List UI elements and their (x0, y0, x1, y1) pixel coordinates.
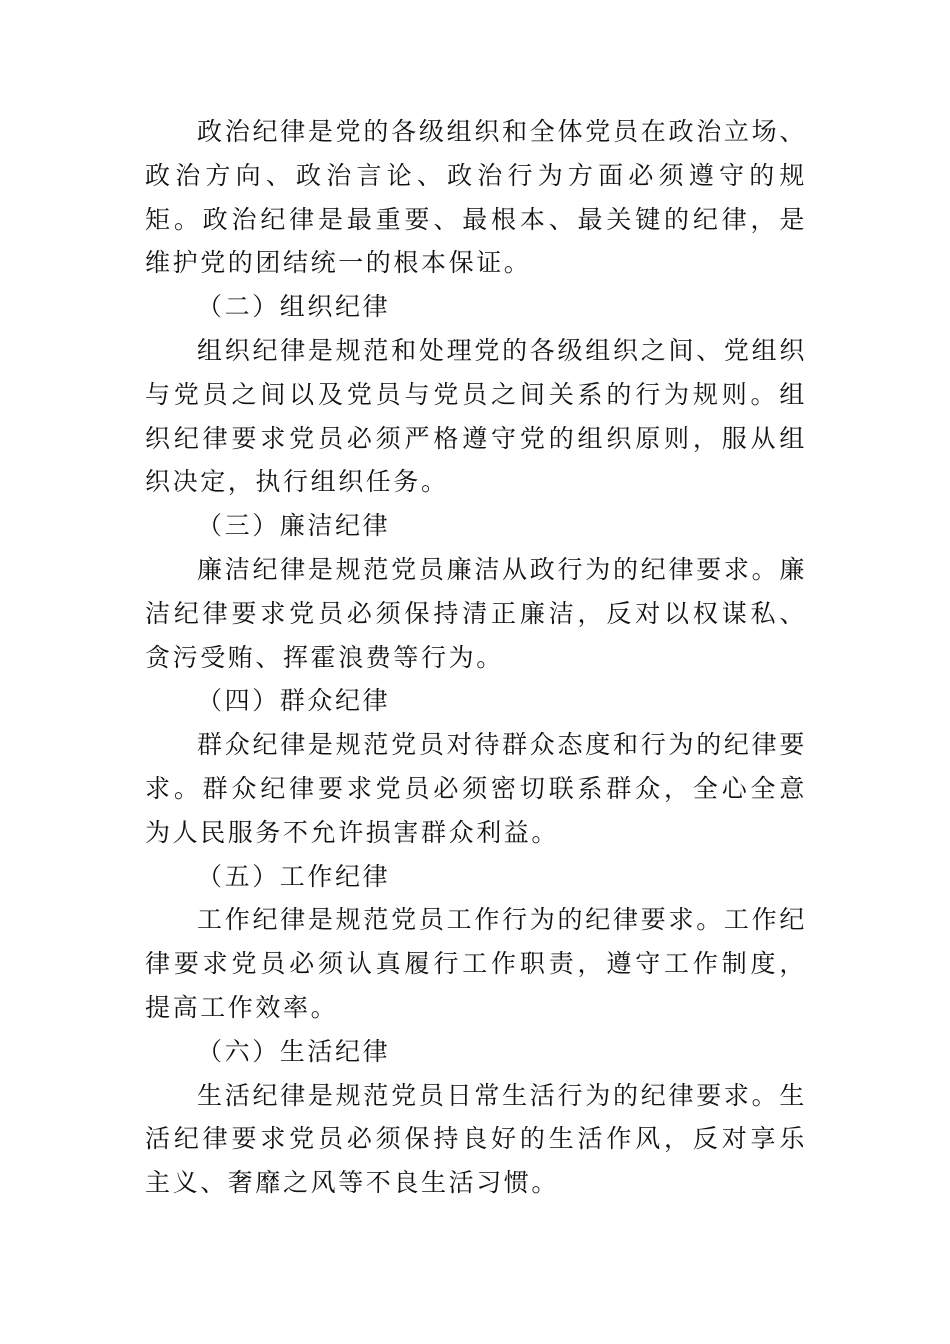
paragraph-work-discipline: 工作纪律是规范党员工作行为的纪律要求。工作纪律要求党员必须认真履行工作职责，遵守工作制度，提高工作效率。 (145, 905, 807, 1022)
heading-work-discipline: （五）工作纪律 (197, 861, 391, 891)
heading-organizational-discipline: （二）组织纪律 (197, 292, 391, 322)
paragraph-political-discipline: 政治纪律是党的各级组织和全体党员在政治立场、政治方向、政治言论、政治行为方面必须遵守的规矩。政治纪律是最重要、最根本、最关键的纪律，是维护党的团结统一的根本保证。 (145, 117, 807, 278)
paragraph-integrity-discipline: 廉洁纪律是规范党员廉洁从政行为的纪律要求。廉洁纪律要求党员必须保持清正廉洁，反对以权谋私、贪污受贿、挥霍浪费等行为。 (145, 554, 807, 672)
paragraph-mass-discipline: 群众纪律是规范党员对待群众态度和行为的纪律要求。群众纪律要求党员必须密切联系群众，全心全意为人民服务不允许损害群众利益。 (145, 730, 807, 847)
heading-mass-discipline: （四）群众纪律 (197, 686, 391, 716)
paragraph-organizational-discipline: 组织纪律是规范和处理党的各级组织之间、党组织与党员之间以及党员与党员之间关系的行为规则。组织纪律要求党员必须严格遵守党的组织原则，服从组织决定，执行组织任务。 (145, 335, 807, 497)
heading-life-discipline: （六）生活纪律 (197, 1036, 391, 1066)
paragraph-life-discipline: 生活纪律是规范党员日常生活行为的纪律要求。生活纪律要求党员必须保持良好的生活作风，反对享乐主义、奢靡之风等不良生活习惯。 (145, 1080, 807, 1198)
document-page (145, 110, 807, 1205)
heading-integrity-discipline: （三）廉洁纪律 (197, 511, 391, 541)
